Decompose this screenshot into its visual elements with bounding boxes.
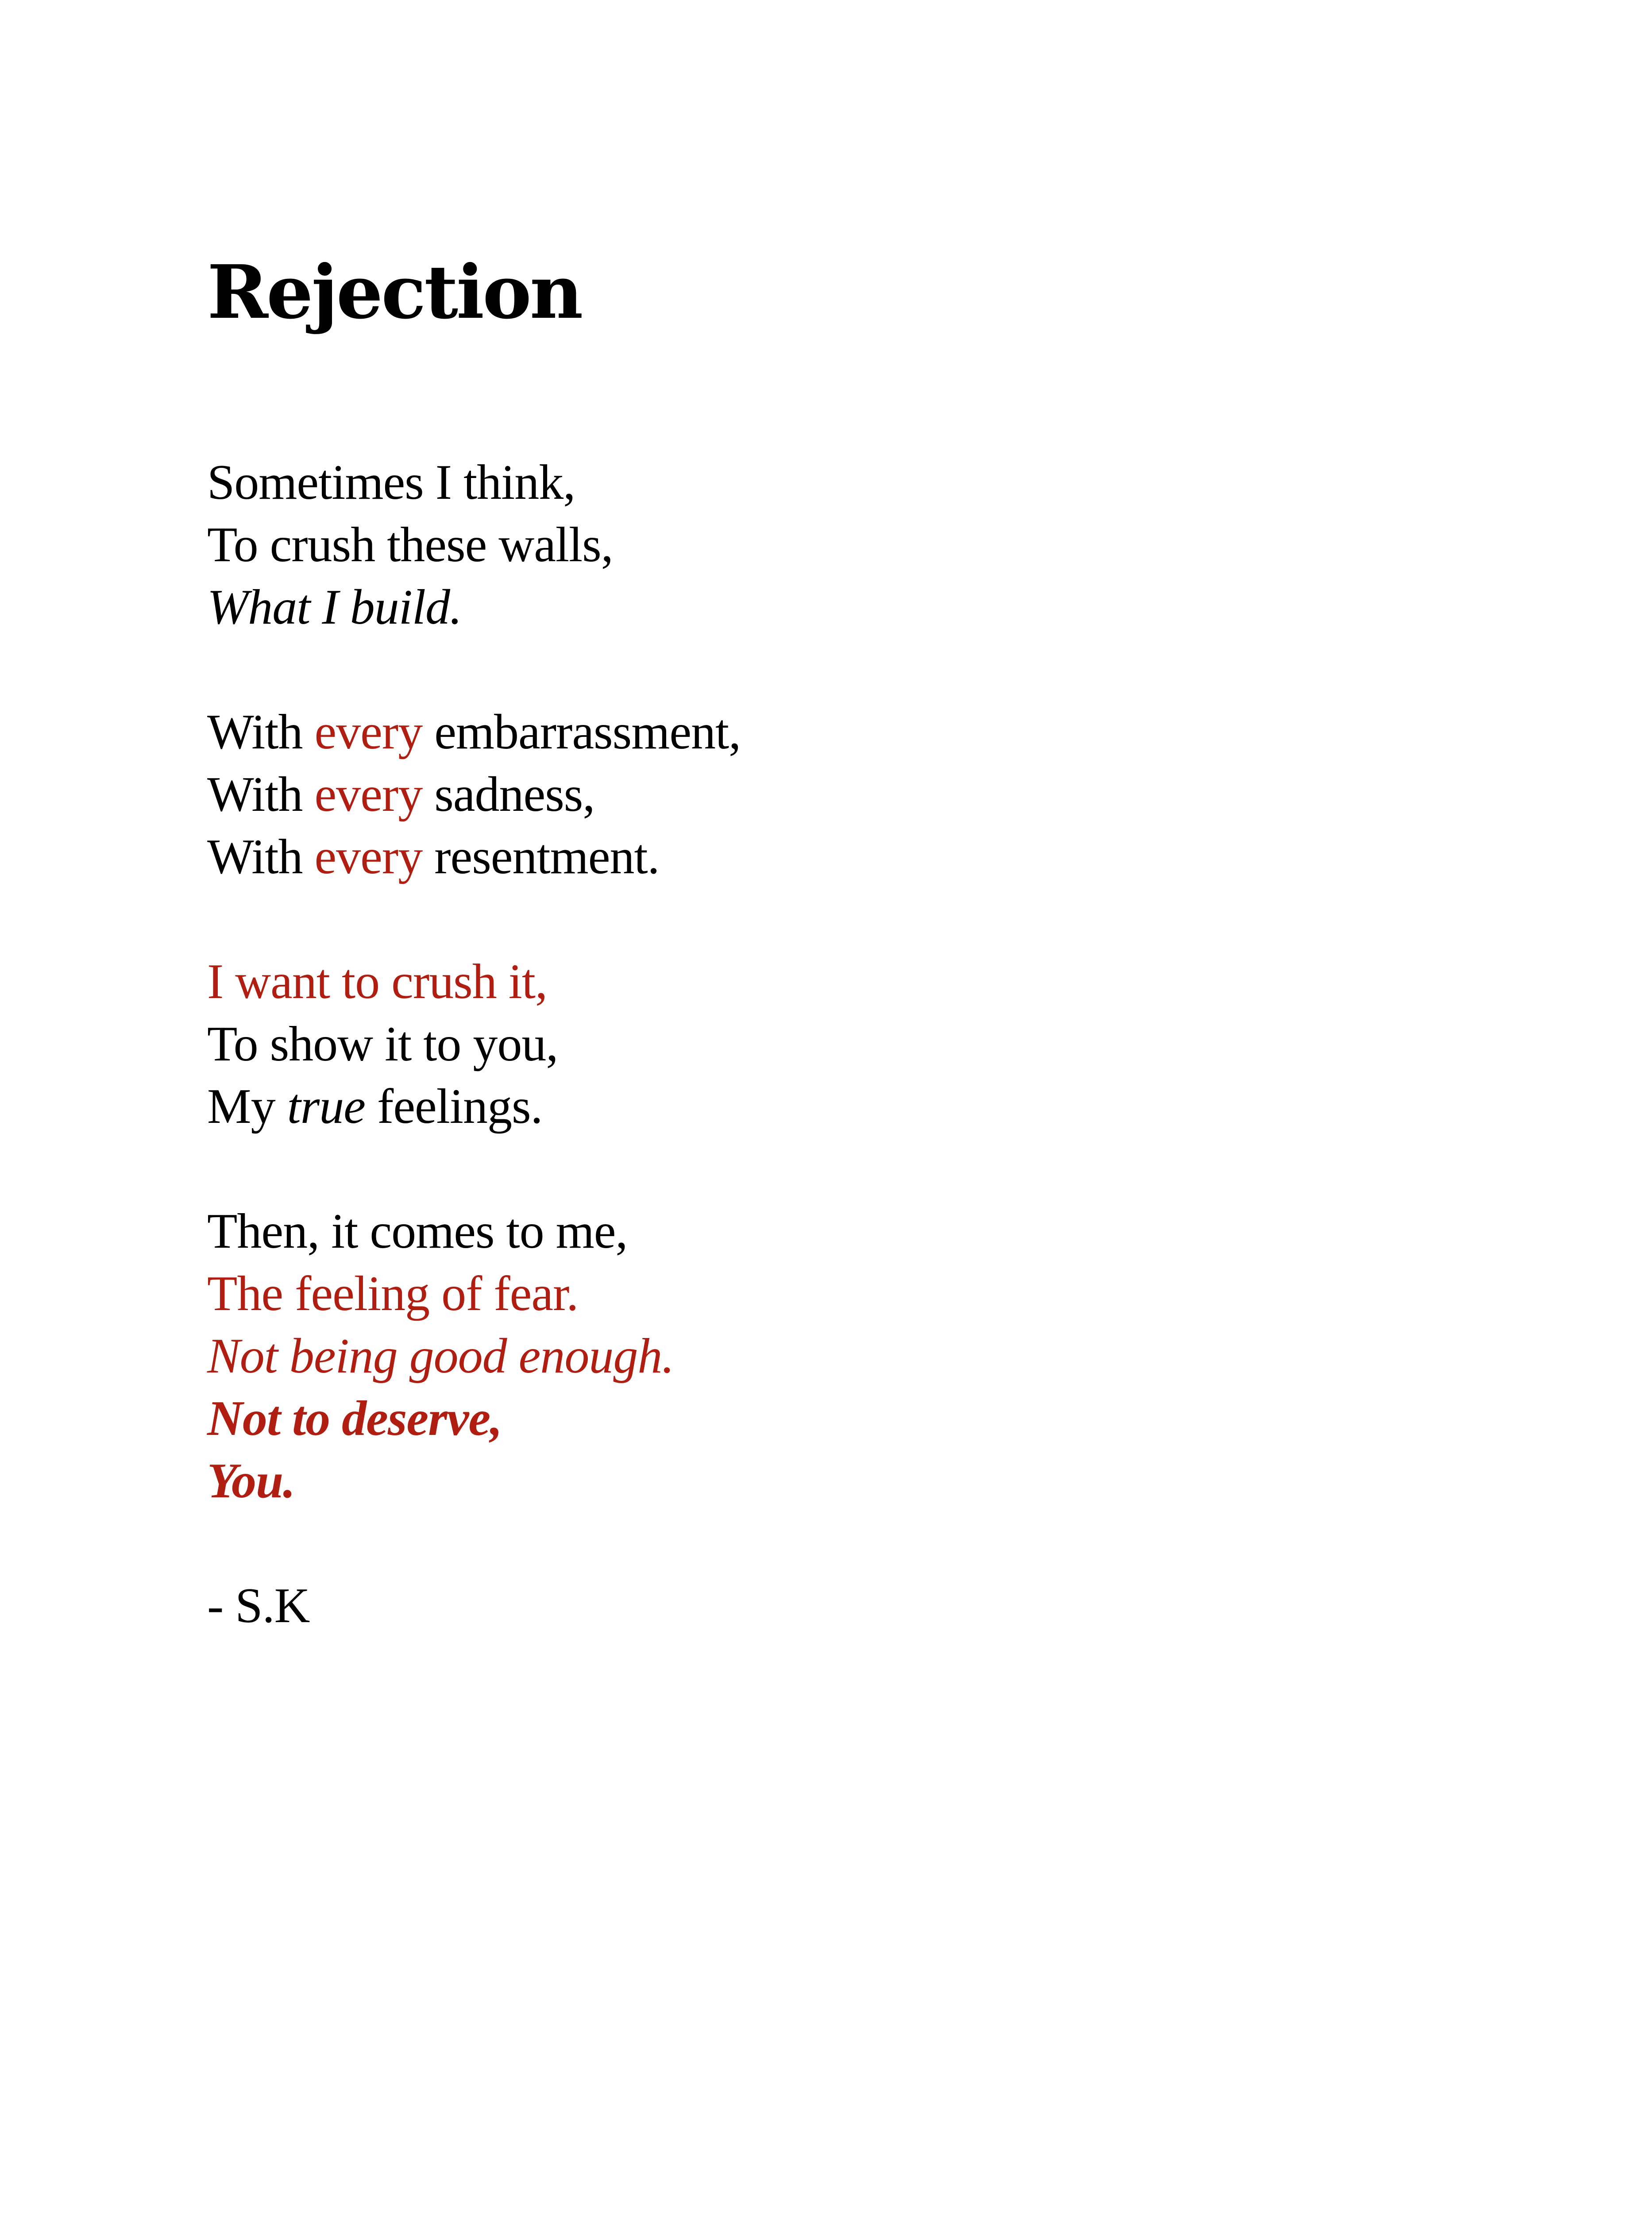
line-post: feelings. [377, 1079, 543, 1134]
poem-line [207, 1076, 1535, 1138]
poem-line: What I build. [207, 580, 462, 635]
line-rest: embarrassment, [434, 705, 741, 760]
poem-line [207, 826, 1535, 888]
poem-line: The feeling of fear. [207, 1266, 579, 1321]
emphasis-word: true [287, 1079, 366, 1134]
with-word: With [207, 767, 303, 822]
poem-line: You. [207, 1453, 295, 1508]
poem-line [207, 701, 1535, 763]
poem-line: Not being good enough. [207, 1329, 674, 1384]
poem-title: Rejection [207, 249, 582, 335]
poem-body [207, 451, 1535, 1637]
with-word: With [207, 829, 303, 884]
every-word: every [314, 767, 423, 822]
poem-line: To show it to you, [207, 1017, 558, 1072]
poem-line: I want to crush it, [207, 954, 547, 1009]
poem-line: Not to deserve, [207, 1391, 502, 1446]
with-word: With [207, 705, 303, 760]
poem-line: To crush these walls, [207, 517, 613, 572]
every-word: every [314, 829, 423, 884]
line-rest: resentment. [434, 829, 660, 884]
poem-line [207, 763, 1535, 826]
stanza-2 [207, 701, 1535, 888]
line-pre: My [207, 1079, 275, 1134]
stanza-4 [207, 1200, 1535, 1512]
author-signature: - S.K [207, 1578, 310, 1633]
every-word: every [314, 705, 423, 760]
stanza-3 [207, 951, 1535, 1138]
poem-line: Then, it comes to me, [207, 1204, 628, 1259]
poem-line: Sometimes I think, [207, 455, 575, 510]
line-rest: sadness, [434, 767, 595, 822]
stanza-1 [207, 451, 1535, 639]
